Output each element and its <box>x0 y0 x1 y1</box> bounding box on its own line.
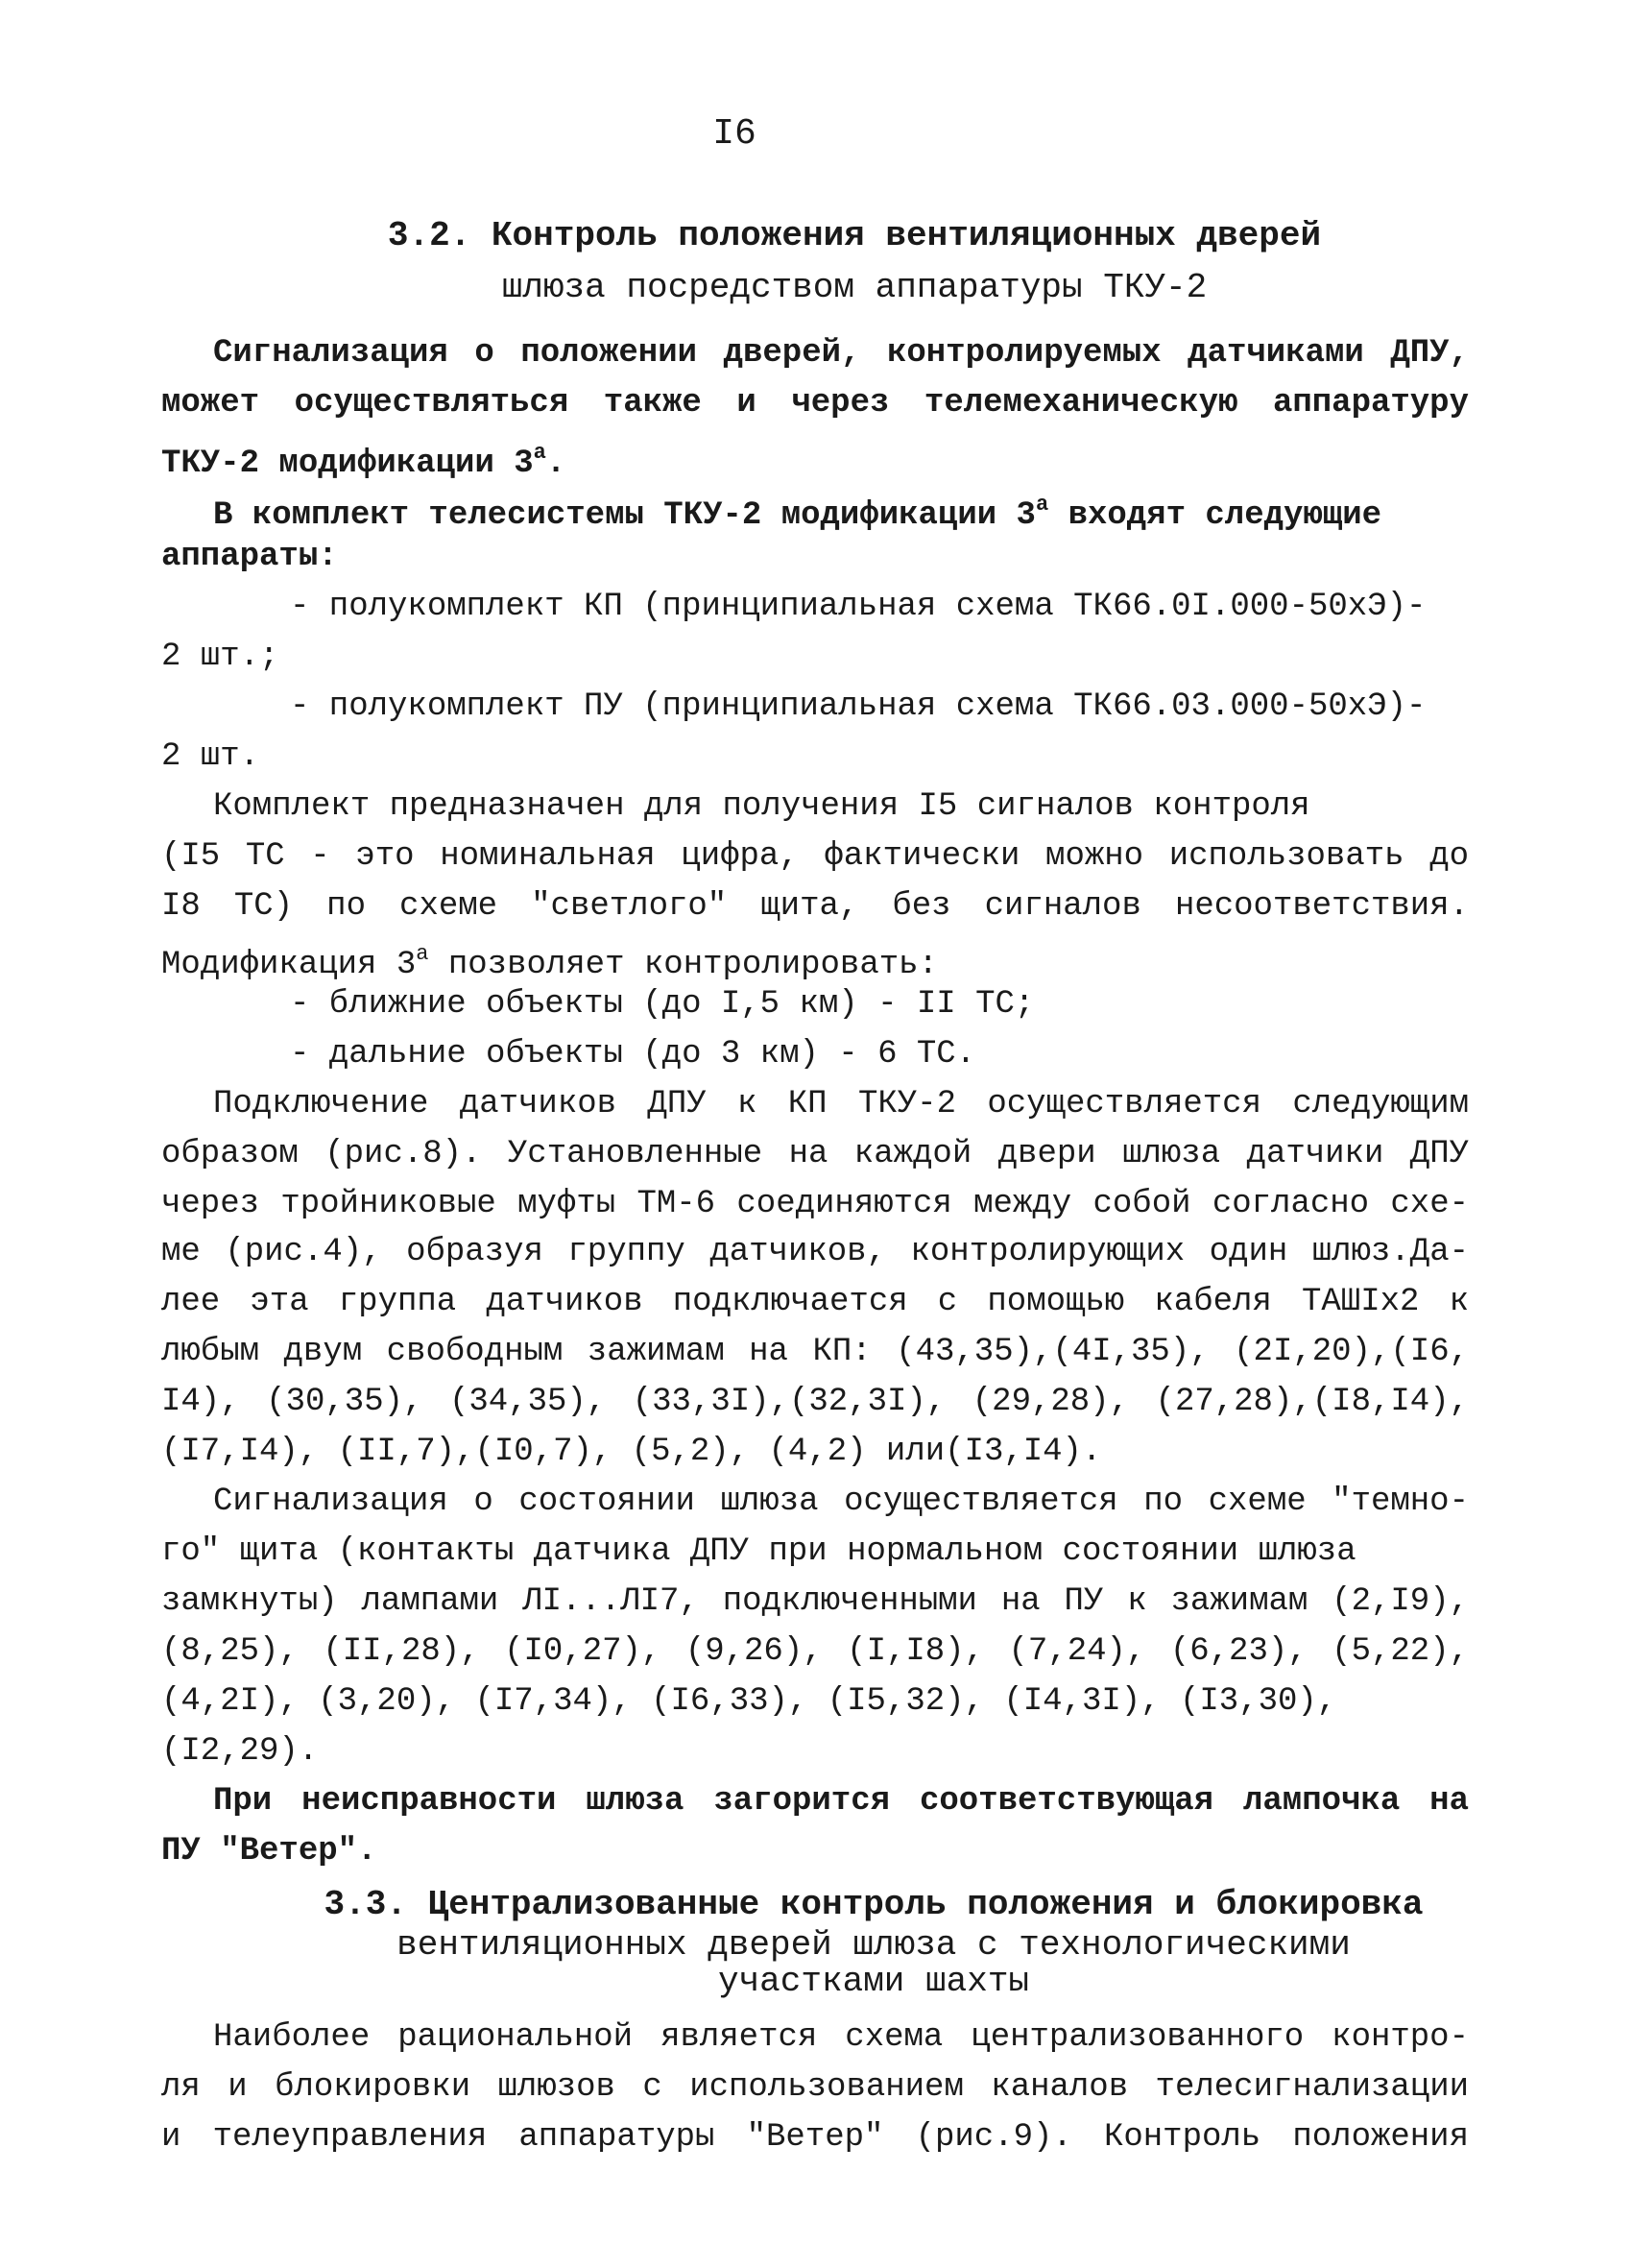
section-3-3-title-line1: 3.3. Централизованные контроль положения и блокировка <box>324 1885 1424 1924</box>
body-line: ТКУ-2 модификации $3^а$. <box>161 441 566 482</box>
list-item: - полукомплект ПУ (принципиальная схема ТК66.03.000-50хЭ)- <box>290 688 1427 725</box>
body-line: Сигнализация о положении дверей, контролируемых датчиками ДПУ, <box>213 335 1469 372</box>
page-number: I6 <box>712 113 756 155</box>
section-3-2-title-line1: 3.2. Контроль положения вентиляционных дверей <box>387 216 1322 255</box>
body-line: Модификация $3^а$ позволяет контролировать: <box>161 942 938 983</box>
superscript-a: а <box>416 942 429 966</box>
body-line: любым двум свободным зажимам на КП: (43,35),(4I,35), (2I,20),(I6, <box>161 1334 1469 1370</box>
superscript-a: а <box>1035 493 1049 517</box>
section-3-3-title-line3: участками шахты <box>717 1962 1030 2001</box>
body-line: образом (рис.8). Установленные на каждой двери шлюза датчики ДПУ <box>161 1136 1469 1172</box>
body-line: может осуществляться также и через телемеханическую аппаратуру <box>161 385 1469 422</box>
body-line: через тройниковые муфты ТМ-6 соединяются между собой согласно схе- <box>161 1186 1469 1222</box>
body-line: 2 шт.; <box>161 639 279 675</box>
body-line: Наиболее рациональной является схема централизованного контро- <box>213 2019 1469 2056</box>
body-line: (4,2I), (3,20), (I7,34), (I6,33), (I5,32), (I4,3I), (I3,30), <box>161 1683 1337 1720</box>
body-line: При неисправности шлюза загорится соответствующая лампочка на <box>213 1783 1469 1820</box>
superscript-a: а <box>533 441 546 465</box>
body-line: (I5 ТС - это номинальная цифра, фактически можно использовать до <box>161 838 1469 875</box>
list-item: - полукомплект КП (принципиальная схема ТК66.0I.000-50хЭ)- <box>290 589 1427 625</box>
body-line: ля и блокировки шлюзов с использованием каналов телесигнализации <box>161 2069 1469 2106</box>
body-line: I8 ТС) по схеме "светлого" щита, без сигналов несоответствия. <box>161 888 1469 925</box>
body-line: ме (рис.4), образуя группу датчиков, контролирующих один шлюз.Да- <box>161 1234 1469 1270</box>
list-item: - ближние объекты (до I,5 км) - II ТС; <box>290 986 1035 1023</box>
body-line: Сигнализация о состоянии шлюза осуществляется по схеме "темно- <box>213 1484 1469 1520</box>
body-line: замкнуты) лампами ЛI...ЛI7, подключенными на ПУ к зажимам (2,I9), <box>161 1583 1469 1620</box>
body-line: го" щита (контакты датчика ДПУ при нормальном состоянии шлюза <box>161 1533 1356 1570</box>
body-line: лее эта группа датчиков подключается с помощью кабеля ТАШIх2 к <box>161 1284 1469 1320</box>
body-line: ПУ "Ветер". <box>161 1833 377 1870</box>
body-line: I4), (30,35), (34,35), (33,3I),(32,3I), (29,28), (27,28),(I8,I4), <box>161 1384 1469 1420</box>
body-line: (I2,29). <box>161 1733 319 1770</box>
list-item: - дальние объекты (до 3 км) - 6 ТС. <box>290 1036 976 1073</box>
body-line: В комплект телесистемы ТКУ-2 модификации $3^а$ входят следующие <box>213 493 1382 534</box>
body-line: (I7,I4), (II,7),(I0,7), (5,2), (4,2) или(I3,I4). <box>161 1434 1102 1470</box>
section-3-2-title-line2: шлюза посредством аппаратуры ТКУ-2 <box>501 268 1208 307</box>
section-3-3-title-line2: вентиляционных дверей шлюза с технологическими <box>396 1925 1351 1965</box>
body-line: аппараты: <box>161 539 338 575</box>
body-line: Подключение датчиков ДПУ к КП ТКУ-2 осуществляется следующим <box>213 1086 1469 1122</box>
body-line: 2 шт. <box>161 738 260 775</box>
body-line: Комплект предназначен для получения I5 сигналов контроля <box>213 788 1310 825</box>
body-line: и телеуправления аппаратуры "Ветер" (рис.9). Контроль положения <box>161 2119 1469 2156</box>
body-line: (8,25), (II,28), (I0,27), (9,26), (I,I8), (7,24), (6,23), (5,22), <box>161 1633 1469 1670</box>
